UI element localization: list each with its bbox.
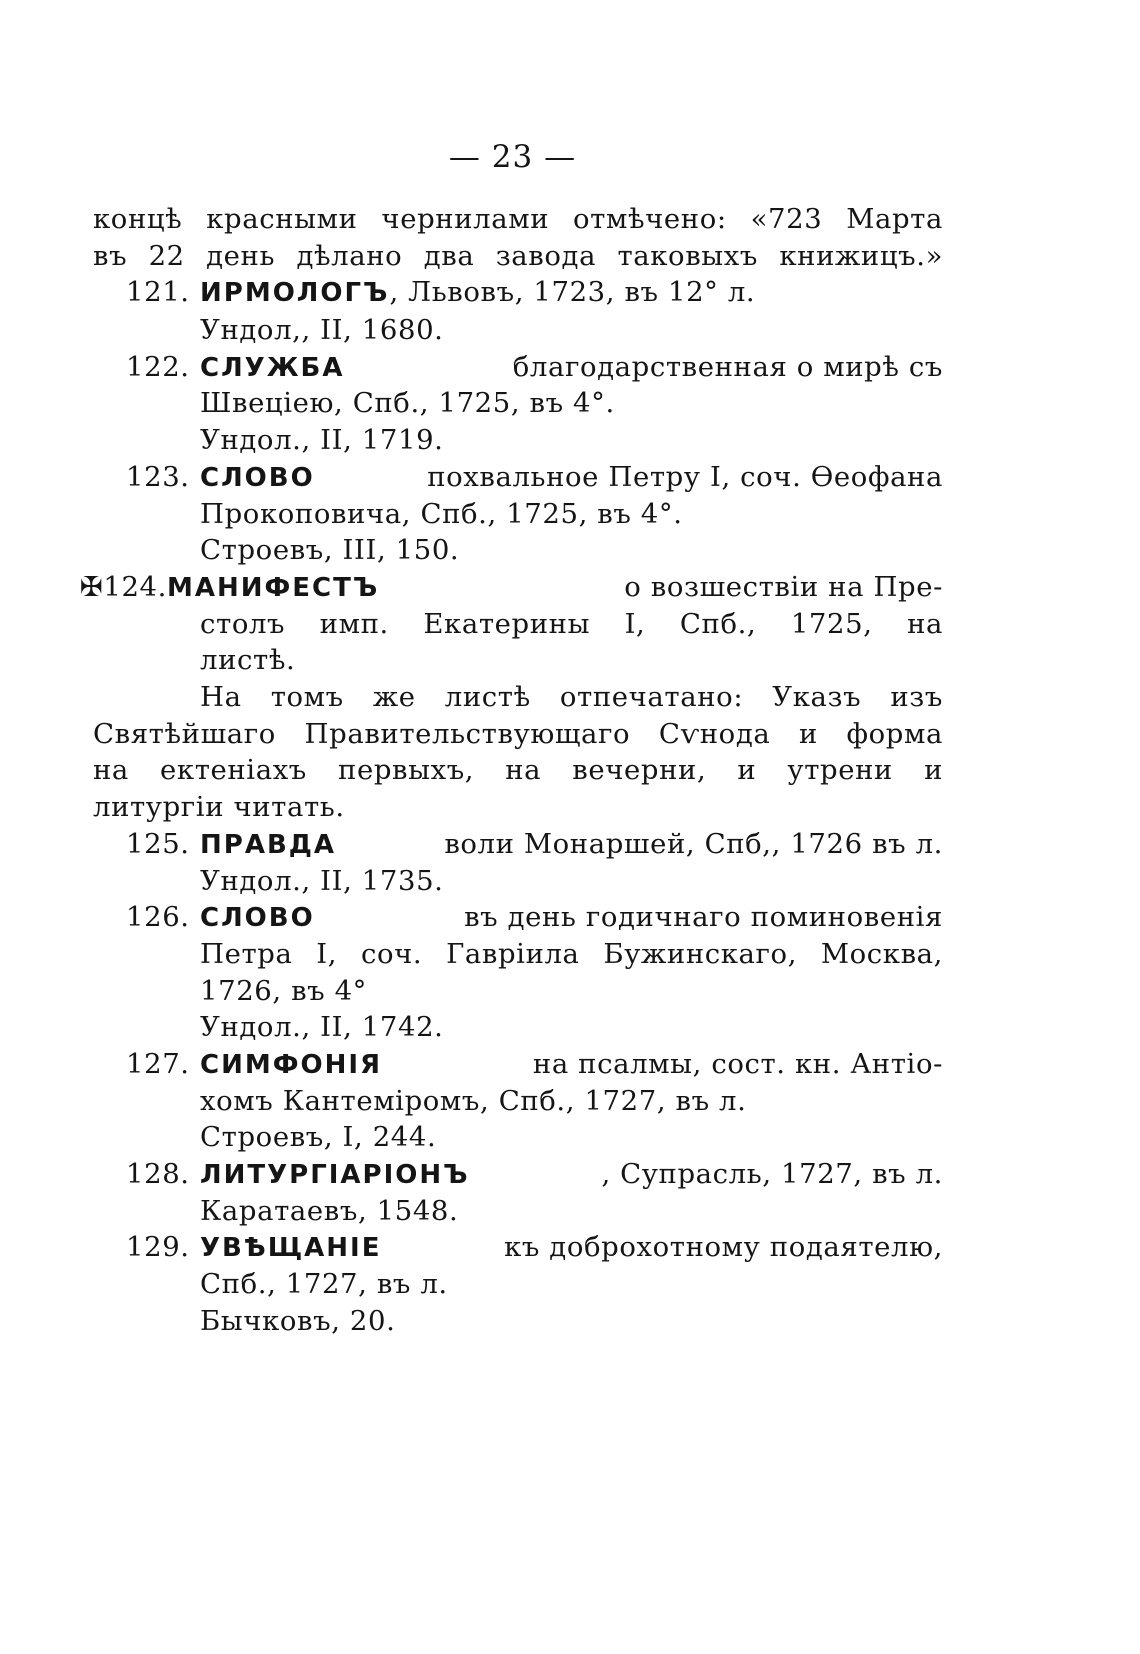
entry-title: ЛИТУРГІАРІОНЪ [200,1160,470,1191]
entry-number: 125. [126,827,190,860]
entry-title: ПРАВДА [200,829,337,860]
entry-imprint: похвальное Петру I, соч. Ѳеофана [427,460,943,493]
entry-title: УВѢЩАНІЕ [200,1233,382,1264]
entry-imprint: о возшествіи на Пре- [624,570,943,603]
entry-imprint: въ день годичнаго поминовенія [464,901,943,934]
entry-title: ИРМОЛОГЪ [200,278,390,309]
catalog-entry-122 [93,349,943,459]
catalog-entry-123 [93,459,943,569]
entry-title: СЛОВО [200,903,315,934]
entry-imprint: на псалмы, сост. кн. Антіо- [532,1047,943,1080]
page-number: — 23 — [448,139,577,175]
entry-imprint-cont: 1726, въ 4° [200,974,368,1007]
entry-reference: Ундол., II, 1742. [200,1011,444,1044]
page-text [79,201,943,1340]
entry-note: Святѣйшаго Правительствующаго Сѵнода и форма [93,717,943,750]
entry-imprint-cont: Прокоповича, Спб., 1725, въ 4°. [200,497,683,530]
entry-number: 128. [126,1158,190,1191]
entry-imprint: къ доброхотному подаятелю, [504,1231,943,1264]
entry-reference: Строевъ, I, 244. [200,1121,437,1154]
catalog-entry-128 [93,1156,943,1229]
entry-number: 129. [126,1231,190,1264]
entry-imprint: , Львовъ, 1723, въ 12° л. [389,276,756,309]
intro-line: концѣ красными чернилами отмѣчено: «723 Марта [93,203,943,235]
entry-imprint-cont: хомъ Кантеміромъ, Спб., 1727, въ л. [200,1084,747,1117]
entry-reference: Ундол,, II, 1680. [200,314,444,347]
entry-imprint-cont: листѣ. [200,644,296,677]
entry-note: на ектеніахъ первыхъ, на вечерни, и утрени и [93,754,943,787]
entry-imprint-cont: Петра I, соч. Гавріила Бужинскаго, Москва, [200,937,943,970]
entry-title: СИМФОНІЯ [200,1049,383,1080]
entry-number: 121. [126,276,190,309]
entry-imprint: , Супрасль, 1727, въ л. [601,1158,943,1191]
entry-number: 122. [126,350,190,383]
entry-reference: Строевъ, III, 150. [200,534,460,567]
entry-title: МАНИФЕСТЪ [167,572,380,603]
entry-reference: Ундол., II, 1719. [200,424,444,457]
entry-imprint: воли Монаршей, Спб,, 1726 въ л. [444,827,943,860]
catalog-entry-121 [93,274,943,348]
entry-reference: Каратаевъ, 1548. [200,1194,459,1227]
entry-number: 127. [126,1047,190,1080]
entry-imprint-cont: Спб., 1727, въ л. [200,1268,448,1301]
entry-reference: Ундол., II, 1735. [200,864,444,897]
intro-line: въ 22 день дѣлано два завода таковыхъ книжицъ.» [93,239,943,272]
entry-number: 126. [126,901,190,934]
entry-reference: Бычковъ, 20. [200,1304,396,1337]
entry-imprint-cont: столъ имп. Екатерины I, Спб., 1725, на [200,607,943,640]
entry-note: литургіи читать. [93,791,345,824]
entry-title: СЛУЖБА [200,352,345,383]
catalog-entry-125 [93,826,943,899]
catalog-entry-124 [79,569,943,826]
entry-title: СЛОВО [200,462,315,493]
entry-imprint-cont: Швеціею, Спб., 1725, въ 4°. [200,387,615,420]
entry-imprint: благодарственная о мирѣ съ [512,350,943,383]
entry-number: ✠124. [79,570,167,603]
entry-note: На томъ же листѣ отпечатано: Указъ изъ [200,681,943,714]
catalog-entry-129 [93,1229,943,1339]
catalog-entry-127 [93,1046,943,1156]
catalog-entry-126 [93,899,943,1046]
entry-number: 123. [126,460,190,493]
